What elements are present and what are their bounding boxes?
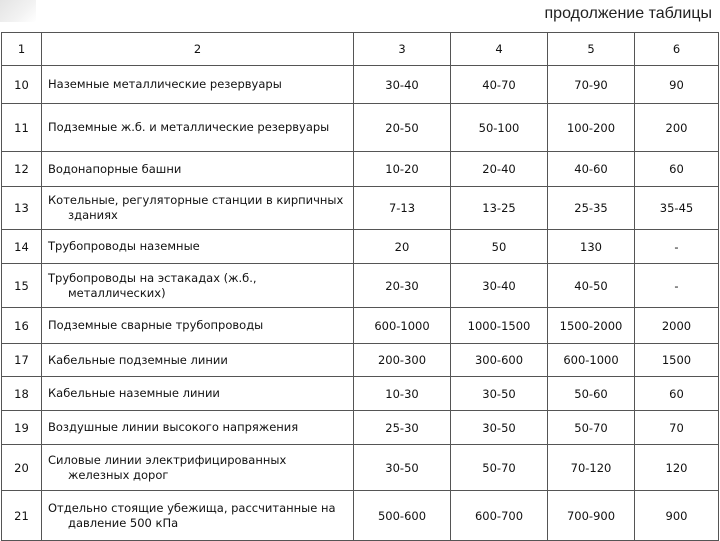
- value-cell-3: 10-20: [354, 152, 451, 187]
- value-cell-4: 300-600: [451, 344, 548, 377]
- value-cell-4: 30-50: [451, 377, 548, 411]
- header-cell-4: 4: [451, 33, 548, 66]
- value-cell-6: 35-45: [635, 187, 719, 230]
- value-cell-5: 25-35: [548, 187, 635, 230]
- object-name: [42, 377, 354, 411]
- table-row: [2, 445, 719, 491]
- value-cell-6: -: [635, 230, 719, 264]
- table-row: [2, 411, 719, 445]
- value-cell-6: -: [635, 264, 719, 308]
- object-name: [42, 230, 354, 264]
- value-cell-3: 200-300: [354, 344, 451, 377]
- value-cell-6: 200: [635, 104, 719, 152]
- value-cell-5: 40-50: [548, 264, 635, 308]
- value-cell-3: 20-30: [354, 264, 451, 308]
- header-cell-2: 2: [42, 33, 354, 66]
- object-name-line: Котельные, регуляторные станции в кирпичных: [48, 193, 344, 207]
- value-cell-5: 50-70: [548, 411, 635, 445]
- value-cell-4: 40-70: [451, 66, 548, 104]
- value-cell-3: 600-1000: [354, 308, 451, 344]
- table-row: [2, 308, 719, 344]
- object-name: [42, 344, 354, 377]
- object-name: [42, 445, 354, 491]
- row-number: 20: [2, 445, 42, 491]
- value-cell-5: 600-1000: [548, 344, 635, 377]
- object-name: [42, 264, 354, 308]
- value-cell-5: 70-90: [548, 66, 635, 104]
- table-body: [2, 33, 719, 541]
- object-name: [42, 491, 354, 541]
- object-name-line: Воздушные линии высокого напряжения: [48, 420, 299, 434]
- table-row: [2, 264, 719, 308]
- value-cell-3: 500-600: [354, 491, 451, 541]
- row-number: 19: [2, 411, 42, 445]
- value-cell-4: 600-700: [451, 491, 548, 541]
- value-cell-4: 30-50: [451, 411, 548, 445]
- value-cell-3: 20: [354, 230, 451, 264]
- value-cell-4: 1000-1500: [451, 308, 548, 344]
- table-row: [2, 66, 719, 104]
- value-cell-3: 7-13: [354, 187, 451, 230]
- header-cell-5: 5: [548, 33, 635, 66]
- value-cell-5: 1500-2000: [548, 308, 635, 344]
- value-cell-6: 60: [635, 152, 719, 187]
- value-cell-6: 2000: [635, 308, 719, 344]
- value-cell-3: 25-30: [354, 411, 451, 445]
- value-cell-4: 50-100: [451, 104, 548, 152]
- object-name-line: Подземные ж.б. и металлические резервуары: [48, 120, 330, 134]
- row-number: 14: [2, 230, 42, 264]
- object-name-continuation: металлических): [68, 285, 166, 300]
- value-cell-3: 30-40: [354, 66, 451, 104]
- value-cell-4: 30-40: [451, 264, 548, 308]
- value-cell-5: 700-900: [548, 491, 635, 541]
- row-number: 17: [2, 344, 42, 377]
- object-name: [42, 104, 354, 152]
- object-name-line: Водонапорные башни: [48, 161, 182, 176]
- object-name-continuation: зданиях: [68, 208, 118, 222]
- row-number: 18: [2, 377, 42, 411]
- row-number: 13: [2, 187, 42, 230]
- row-number: 15: [2, 264, 42, 308]
- value-cell-4: 50-70: [451, 445, 548, 491]
- object-name-line: Силовые линии электрифицированных: [48, 452, 287, 467]
- object-name-line: Трубопроводы на эстакадах (ж.б.,: [48, 270, 257, 285]
- data-table: [1, 32, 719, 541]
- value-cell-4: 20-40: [451, 152, 548, 187]
- value-cell-6: 60: [635, 377, 719, 411]
- value-cell-3: 20-50: [354, 104, 451, 152]
- value-cell-4: 50: [451, 230, 548, 264]
- value-cell-3: 10-30: [354, 377, 451, 411]
- value-cell-5: 70-120: [548, 445, 635, 491]
- header-cell-6: 6: [635, 33, 719, 66]
- value-cell-5: 50-60: [548, 377, 635, 411]
- scan-corner-shade: [0, 0, 36, 22]
- object-name: [42, 152, 354, 187]
- table-row: [2, 491, 719, 541]
- object-name: [42, 66, 354, 104]
- header-cell-1: 1: [2, 33, 42, 66]
- row-number: 12: [2, 152, 42, 187]
- value-cell-6: 1500: [635, 344, 719, 377]
- table-row: [2, 104, 719, 152]
- value-cell-5: 130: [548, 230, 635, 264]
- table-row: [2, 344, 719, 377]
- table-row: [2, 230, 719, 264]
- row-number: 10: [2, 66, 42, 104]
- table-row: [2, 152, 719, 187]
- value-cell-4: 13-25: [451, 187, 548, 230]
- object-name-line: Наземные металлические резервуары: [48, 77, 282, 91]
- header-row: [2, 33, 719, 66]
- row-number: 11: [2, 104, 42, 152]
- row-number: 16: [2, 308, 42, 344]
- object-name-continuation: давление 500 кПа: [68, 515, 179, 530]
- row-number: 21: [2, 491, 42, 541]
- table-row: [2, 187, 719, 230]
- table-row: [2, 377, 719, 411]
- object-name-line: Подземные сварные трубопроводы: [48, 318, 264, 332]
- header-cell-3: 3: [354, 33, 451, 66]
- table-caption: продолжение таблицы: [544, 5, 712, 22]
- object-name-line: Трубопроводы наземные: [48, 239, 200, 253]
- value-cell-5: 100-200: [548, 104, 635, 152]
- object-name-line: Отдельно стоящие убежища, рассчитанные на: [48, 500, 336, 515]
- object-name: [42, 308, 354, 344]
- object-name: [42, 187, 354, 230]
- value-cell-6: 70: [635, 411, 719, 445]
- value-cell-6: 900: [635, 491, 719, 541]
- value-cell-5: 40-60: [548, 152, 635, 187]
- object-name-continuation: железных дорог: [68, 467, 169, 482]
- object-name-line: Кабельные подземные линии: [48, 352, 228, 367]
- object-name-line: Кабельные наземные линии: [48, 386, 220, 400]
- value-cell-6: 120: [635, 445, 719, 491]
- value-cell-3: 30-50: [354, 445, 451, 491]
- value-cell-6: 90: [635, 66, 719, 104]
- object-name: [42, 411, 354, 445]
